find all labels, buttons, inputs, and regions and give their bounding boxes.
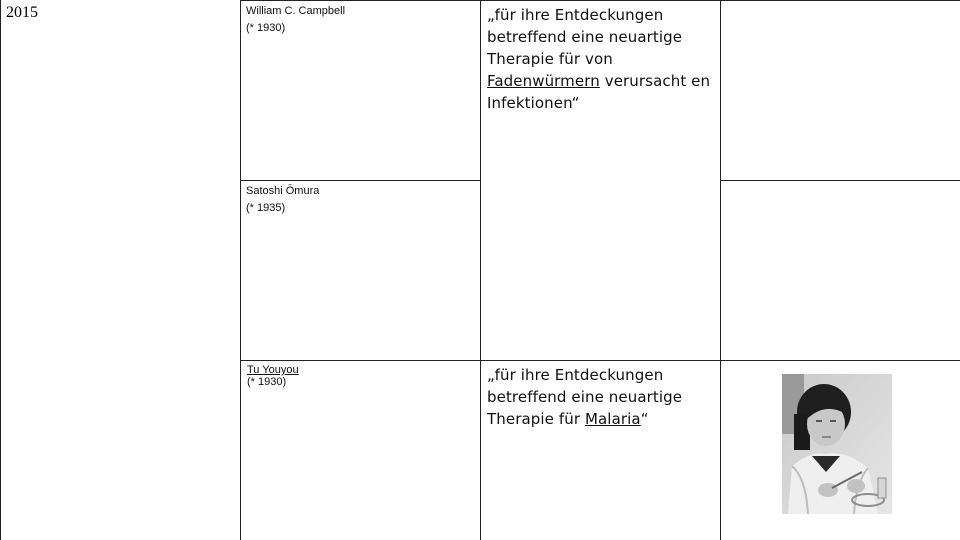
laureate-birth-year: (* 1930) bbox=[247, 376, 287, 388]
laureate-birth-year: (* 1930) bbox=[246, 22, 286, 34]
row-divider-1 bbox=[240, 180, 480, 181]
laureate-campbell bbox=[246, 3, 345, 37]
laureate-name: William C. Campbell bbox=[246, 5, 346, 17]
laureate-name: Satoshi Ōmura bbox=[246, 185, 320, 197]
malaria-link[interactable]: Malaria bbox=[584, 410, 641, 428]
table-divider-col-2 bbox=[480, 0, 481, 540]
table-border-top bbox=[240, 0, 960, 1]
table-divider-col-1 bbox=[240, 0, 241, 540]
reason-parasites bbox=[487, 4, 719, 114]
row-divider-2 bbox=[240, 360, 960, 361]
reason-text-end: verursacht en Infektionen“ bbox=[487, 72, 711, 112]
reason-text: „für ihre Entdeckungen betreffend eine neuartige Therapie für von bbox=[487, 6, 683, 68]
table-divider-col-3 bbox=[720, 0, 721, 540]
reason-text-end: “ bbox=[640, 410, 649, 428]
reason-text: „für ihre Entdeckungen betreffend eine neuartige Therapie für bbox=[487, 366, 683, 428]
laureate-omura bbox=[246, 183, 319, 217]
laureate-tu bbox=[247, 364, 299, 388]
portrait-illustration bbox=[782, 374, 892, 514]
laureate-birth-year: (* 1935) bbox=[246, 202, 286, 214]
fadenwuermer-link[interactable]: Fadenwürmern bbox=[487, 72, 600, 90]
row-divider-1-right bbox=[720, 180, 960, 181]
table-border-left bbox=[0, 0, 1, 540]
laureate-portrait-photo bbox=[782, 374, 892, 514]
laureate-name-link[interactable]: Tu Youyou bbox=[247, 364, 299, 376]
year-cell: 2015 bbox=[6, 4, 38, 21]
reason-malaria bbox=[487, 364, 719, 430]
